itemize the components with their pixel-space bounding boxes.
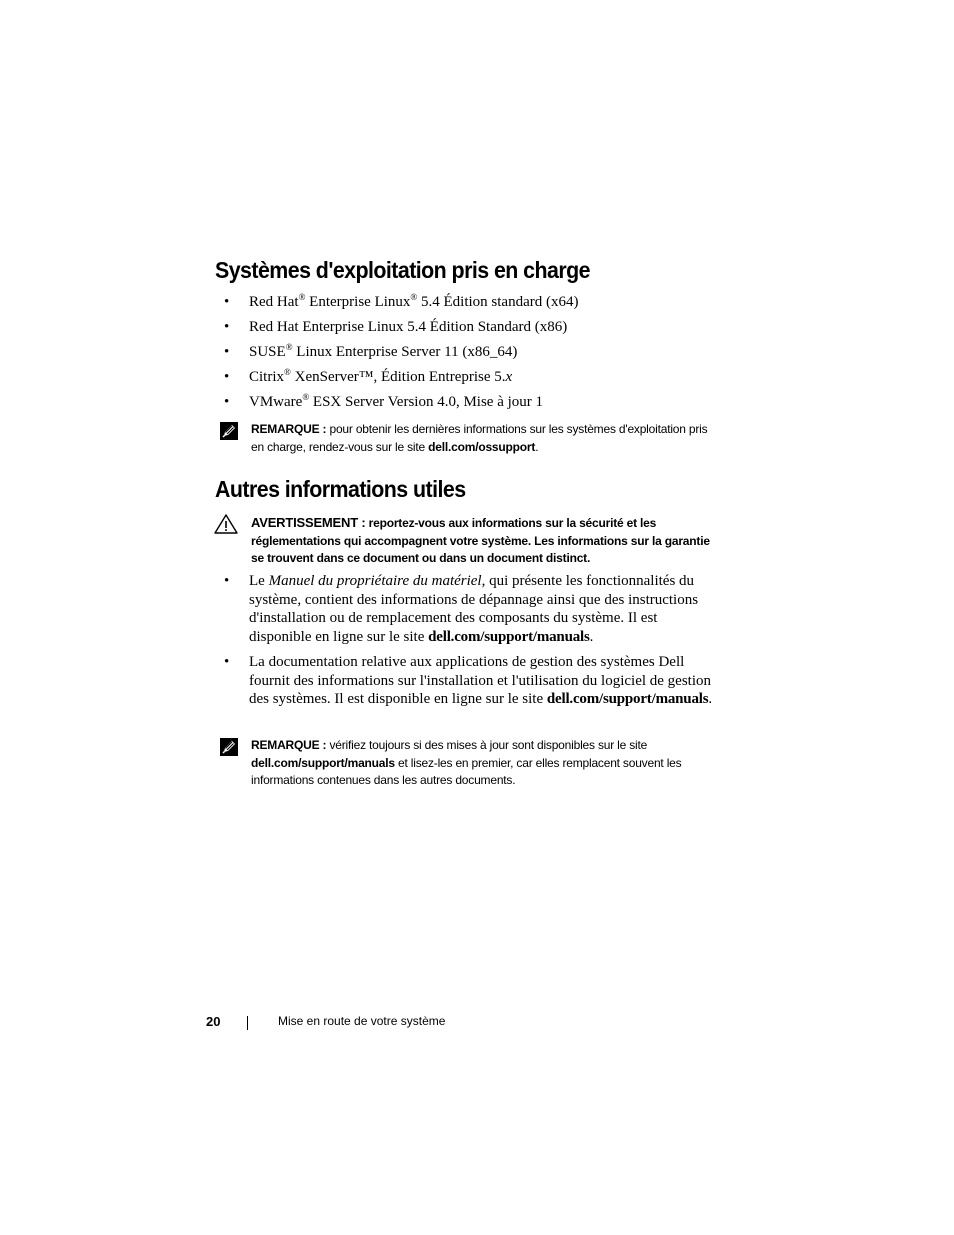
- warning-text: AVERTISSEMENT : reportez-vous aux informations sur la sécurité et les réglementations qui accompagnent votre système. Les informations sur la garantie se trouvent dans ce document ou dans un document distinct.: [251, 515, 710, 565]
- footer-separator: [247, 1016, 248, 1030]
- note-pencil-icon: [219, 421, 239, 441]
- bullet: •: [224, 294, 230, 310]
- heading-supported-os: Systèmes d'exploitation pris en charge: [215, 257, 590, 283]
- manual-title: Manuel du propriétaire du matériel: [268, 573, 482, 589]
- support-manuals-link[interactable]: dell.com/support/manuals: [251, 755, 395, 770]
- list-item-owners-manual: • Le Manuel du propriétaire du matériel, qui présente les fonctionnalités du système, contient des informations de dépannage ainsi que des instructions d'installation ou de remplacement des composants du système. Il est disponible en ligne sur le site dell.com/support/manuals.: [224, 573, 699, 646]
- support-manuals-link[interactable]: dell.com/support/manuals: [428, 629, 590, 646]
- bullet: •: [224, 394, 230, 410]
- bullet: •: [224, 344, 230, 360]
- warning-triangle-icon: [214, 514, 238, 534]
- note-text: REMARQUE : vérifiez toujours si des mises à jour sont disponibles sur le site dell.com/support/manuals et lisez-les en premier, car elles remplacent souvent les informations contenues dans les autres documents.: [251, 738, 682, 787]
- bullet: •: [224, 369, 230, 385]
- bullet: •: [224, 654, 230, 670]
- list-item-systems-management: • La documentation relative aux applications de gestion des systèmes Dell fournit des informations sur l'installation et l'utilisation du logiciel de gestion des systèmes. Il est disponible en ligne sur le site dell.com/support/manuals.: [224, 654, 713, 708]
- heading-other-info: Autres informations utiles: [215, 476, 466, 502]
- bullet: •: [224, 319, 230, 335]
- note-text: REMARQUE : pour obtenir les dernières informations sur les systèmes d'exploitation pris en charge, rendez-vous sur le site dell.com/ossupport.: [251, 422, 708, 454]
- bullet: •: [224, 573, 230, 589]
- page-number: 20: [206, 1014, 221, 1029]
- footer-title: Mise en route de votre système: [278, 1014, 446, 1028]
- ossupport-link[interactable]: dell.com/ossupport: [428, 439, 536, 454]
- support-manuals-link[interactable]: dell.com/support/manuals: [546, 691, 709, 708]
- note-pencil-icon: [219, 737, 239, 757]
